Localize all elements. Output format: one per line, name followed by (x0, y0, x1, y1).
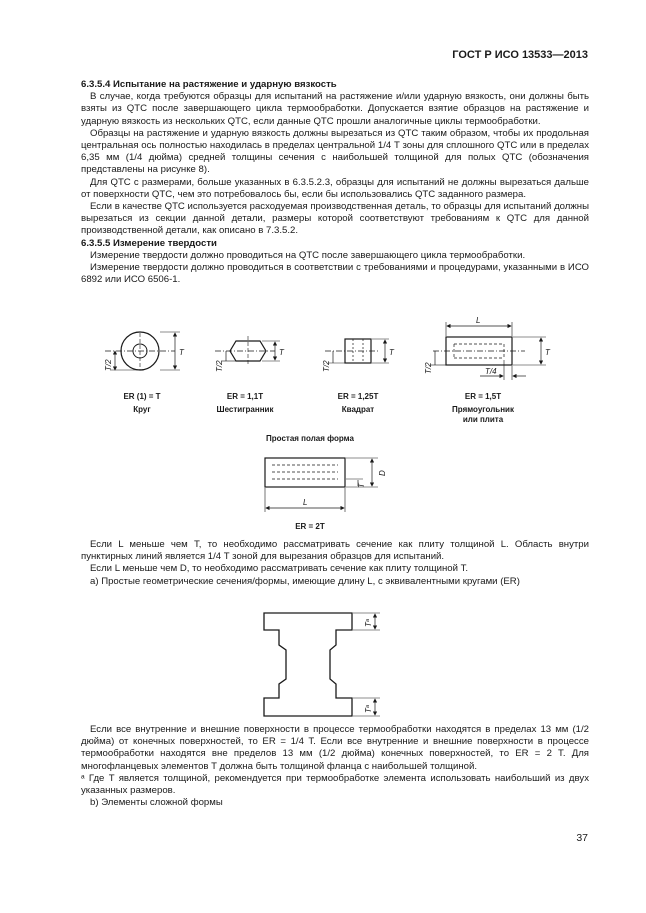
label-square-T: T (389, 348, 394, 357)
label-round-T2: T/2 (104, 359, 113, 371)
label-flange-top-T: Tᵃ (364, 619, 373, 627)
caption-rect-2: или плита (462, 415, 504, 424)
label-rect-L: L (476, 316, 481, 325)
para-tensile-4: Если в качестве QTC используется расходуемая производственная деталь, то образцы для испытаний должны вырезаться из секции данной детали, размеры которой соответствуют требованиям к QTC для данной производственной детали, как описано в 7.3.5.2. (81, 201, 589, 237)
label-hollow-L: L (303, 498, 308, 507)
er-hollow: ER = 2T (295, 522, 325, 531)
hex-section (215, 336, 280, 366)
label-hex-T: T (279, 348, 284, 357)
er-rect: ER = 1,5T (464, 392, 502, 401)
para-bottom-1: Если все внутренние и внешние поверхности в процессе термообработки находятся в пределах 13 мм (1/2 дюйма) от конечных поверхностей, то ER = 1/4 T. Если все внутренние и внешние поверхности в процессе термообработки находятся вне пределов 13 мм (1/2 дюйма) конечных поверхностей, то ER = 2 T. Для многофланцевых элементов T должна быть толщиной фланца с наибольшей толщиной. (81, 724, 589, 772)
label-square-T2: T/2 (322, 360, 331, 372)
standard-header: ГОСТ Р ИСО 13533—2013 (452, 49, 588, 61)
para-hardness-1: Измерение твердости должно проводиться на QTC после завершающего цикла термообработки. (90, 249, 526, 261)
page-number: 37 (576, 832, 588, 844)
label-hollow-T: T (357, 483, 366, 488)
para-tensile-1: В случае, когда требуются образцы для испытаний на растяжение и/или ударную вязкость, они должны быть взяты из QTC после завершающего цикла термообработки. Допускается взятие образцов на растяжение и ударную вязкость из нескольких QTC, если данные QTC прошли аналогичные циклы термообработки. (81, 91, 589, 127)
round-section (105, 332, 180, 370)
square-section (325, 339, 389, 363)
caption-hollow: Простая полая форма (266, 434, 354, 443)
label-hex-T2: T/2 (215, 360, 224, 372)
er-round: ER (1) = T (123, 392, 161, 401)
label-rect-T4: T/4 (485, 367, 497, 376)
heading-hardness: 6.3.5.5 Измерение твердости (81, 237, 217, 249)
para-tensile-2: Образцы на растяжение и ударную вязкость должны вырезаться из QTC таким образом, чтобы их продольная центральная ось полностью находилась в пределах центральной 1/4 T зоны для сплошного QTC или в пределах 6,35 мм (1/4 дюйма) средней толщины сечения с наибольшей толщиной для полых QTC (обозначения представлены на рисунке 8). (81, 127, 589, 176)
caption-square: Квадрат (341, 405, 375, 414)
label-flange-bottom-T: Tᵃ (364, 705, 373, 713)
heading-tensile: 6.3.5.4 Испытание на растяжение и ударную вязкость (81, 79, 337, 90)
label-rect-T2: T/2 (424, 362, 433, 374)
caption-rect-1: Прямоугольник (452, 405, 514, 414)
para-bottom-2: b) Элементы сложной формы (90, 797, 223, 809)
para-tensile-3: Для QTC с размерами, больше указанных в 6.3.5.2.3, образцы для испытаний не должны вырезаться дальше от поверхности QTC, чем это потребовалось бы, если бы использовались QTC заданного размера. (81, 176, 589, 200)
label-rect-T: T (545, 348, 550, 357)
footnote-a: ᵃ Где T является толщиной, рекомендуется при термообработке элемента использовать наибольший из двух указанных размеров. (81, 772, 589, 797)
caption-hex: Шестигранник (216, 405, 274, 414)
caption-round: Круг (133, 405, 151, 414)
after-figure-text (81, 539, 589, 588)
para-hardness-2: Измерение твердости должно проводиться в соответствии с требованиями и процедурами, указанными в ИСО 6892 или ИСО 6506-1. (81, 262, 589, 286)
para-after-3: a) Простые геометрические сечения/формы, имеющие длину L, с эквивалентными кругами (ER) (90, 575, 520, 587)
er-square: ER = 1,25T (337, 392, 379, 401)
bottom-text (81, 724, 589, 809)
label-round-T: T (179, 348, 184, 357)
para-after-1: Если L меньше чем T, то необходимо рассматривать сечение как плиту толщиной L. Область внутри пунктирных линий является 1/4 T зоной для вырезания образцов для испытаний. (81, 539, 589, 563)
label-hollow-D: D (378, 470, 387, 476)
flanged-element (264, 613, 380, 716)
para-after-2: Если L меньше чем D, то необходимо рассматривать сечение как плиту толщиной T. (90, 563, 469, 575)
er-hex: ER = 1,1T (226, 392, 264, 401)
